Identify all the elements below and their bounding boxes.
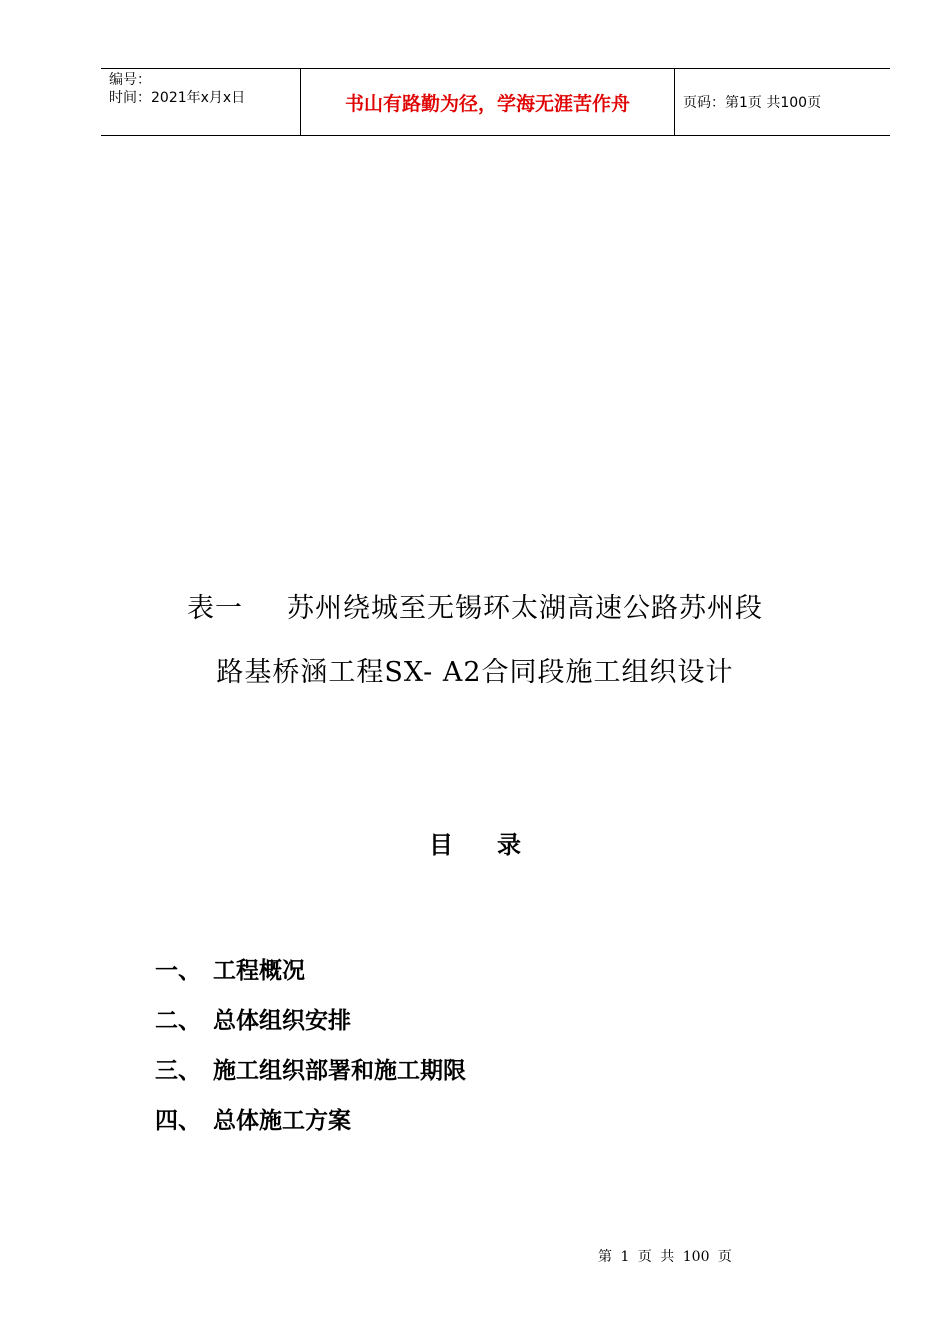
toc-heading-part-1: 目: [429, 831, 453, 859]
toc-item[interactable]: [155, 954, 466, 1004]
toc-item[interactable]: [155, 1104, 466, 1154]
page-header: [101, 68, 890, 136]
toc-item-label: 施工组织部署和施工期限: [213, 1058, 466, 1084]
toc-list: [155, 954, 466, 1154]
header-code-label: 编号：: [109, 72, 151, 88]
header-meta-cell: [101, 69, 301, 135]
toc-item-number: 一、: [155, 958, 201, 984]
toc-item-number: 四、: [155, 1108, 201, 1134]
title-line-1-text: 苏州绕城至无锡环太湖高速公路苏州段: [287, 593, 763, 624]
page-footer: 第 1 页 共 100 页: [598, 1249, 732, 1265]
document-title-line-2: 路基桥涵工程SX- A2合同段施工组织设计: [216, 657, 734, 688]
toc-item-label: 总体施工方案: [213, 1108, 351, 1134]
toc-item-number: 三、: [155, 1058, 201, 1084]
toc-heading: [0, 825, 950, 860]
toc-item-label: 工程概况: [213, 958, 305, 984]
toc-heading-part-2: 录: [497, 831, 521, 859]
toc-item-label: 总体组织安排: [213, 1008, 351, 1034]
toc-item-number: 二、: [155, 1008, 201, 1034]
document-title-line-1: [0, 586, 950, 625]
toc-item[interactable]: [155, 1004, 466, 1054]
header-motto: 书山有路勤为径，学海无涯苦作舟: [301, 69, 675, 135]
header-page-info: 页码：第1页 共100页: [683, 95, 822, 111]
title-table-label: 表一: [187, 593, 243, 624]
header-time-label: 时间：2021年x月x日: [109, 90, 246, 106]
toc-item[interactable]: [155, 1054, 466, 1104]
